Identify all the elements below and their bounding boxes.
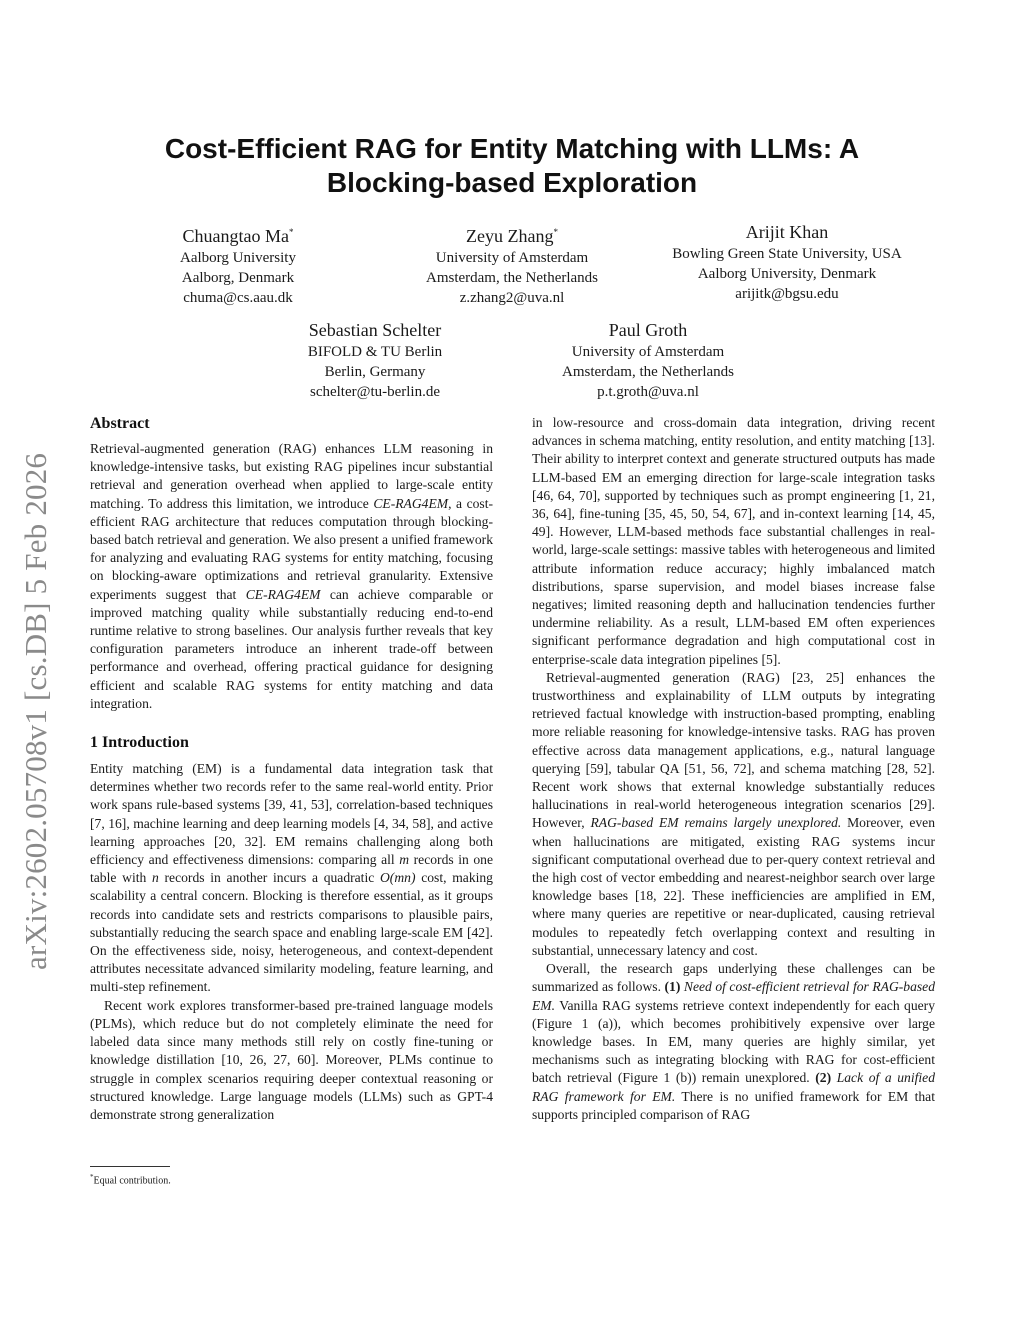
author-name: Chuangtao Ma [182,226,289,246]
author-block [402,220,622,308]
author-name: Paul Groth [608,320,688,340]
author-name: Sebastian Schelter [308,320,442,340]
author-location: Aalborg University, Denmark [697,266,877,282]
author-block [652,220,922,304]
left-column [90,414,493,1124]
footnote: *Equal contribution. [90,1173,171,1187]
section-heading-introduction: 1 Introduction [90,734,189,752]
author-email[interactable]: z.zhang2@uva.nl [459,290,565,306]
body-paragraph: Overall, the research gaps underlying these challenges can be summarized as follows. (1) Need of cost-efficient retrieval for RAG-based EM. Vanilla RAG systems retrieve context independently for each query (Figure 1 (a)), which becomes prohibitively expensive over large knowledge bases. In EM, many queries are highly similar, yet mechanisms such as integrating blocking with RAG for cost-efficient batch retrieval (Figure 1 (b)) remain unexplored. (2) Lack of a unified RAG framework for EM. There is no unified framework for EM that supports principled comparison of RAG [532,961,936,1122]
body-paragraph: in low-resource and cross-domain data integration, driving recent advances in schema matching, entity resolution, and entity matching [13]. Their ability to interpret context and generate structured outputs has made LLM-based EM an emerging direction for large-scale integration tasks [46, 64, 70], supported by techniques such as prompt engineering [1, 21, 36, 64], fine-tuning [35, 45, 50, 54, 67], and in-context learning [14, 45, 49]. However, LLM-based methods face substantial challenges in real-world, large-scale settings: massive tables with heterogeneous and limited attribute information reduce accuracy; highly imbalanced match distributions, sparse supervision, and model biases increase false negatives; limited reasoning depth and hallucination tendencies further undermine reliability. As a result, LLM-based EM often experiences significant performance degradation and high computational cost in enterprise-scale data integration pipelines [5]. [532,415,935,667]
equal-contribution-mark: * [553,227,558,237]
author-location: Berlin, Germany [324,364,426,380]
author-email[interactable]: schelter@tu-berlin.de [309,384,440,400]
author-email[interactable]: chuma@cs.aau.dk [183,290,293,306]
author-affiliation: Bowling Green State University, USA [672,246,902,262]
author-block [270,318,480,402]
right-column [532,414,935,1124]
system-name: CE-RAG4EM [373,495,449,511]
paper-title: Cost-Efficient RAG for Entity Matching with LLMs: A Blocking-based Exploration [164,133,860,198]
arxiv-identifier: arXiv:2602.05708v1 [cs.DB] 5 Feb 2026 [18,452,53,970]
equal-contribution-mark: * [288,227,294,237]
system-name: CE-RAG4EM [245,586,321,602]
author-location: Amsterdam, the Netherlands [561,364,735,380]
author-block [538,318,758,402]
author-location: Amsterdam, the Netherlands [425,270,599,286]
author-affiliation: University of Amsterdam [435,250,589,266]
author-affiliation: University of Amsterdam [571,344,725,360]
author-location: Aalborg, Denmark [181,270,295,286]
author-email[interactable]: arijitk@bgsu.edu [735,286,839,302]
author-name: Zeyu Zhang [466,226,554,246]
author-block [148,220,328,308]
abstract-paragraph: Retrieval-augmented generation (RAG) enhances LLM reasoning in knowledge-intensive tasks, but existing RAG pipelines incur substantial retrieval and generation overhead when applied to large-scale entity matching. To address this limitation, we introduce CE-RAG4EM, a cost-efficient RAG architecture that reduces computation through blocking-based batch retrieval and generation. We also present a unified framework for analyzing and evaluating RAG systems for entity matching, focusing on blocking-aware optimizations and retrieval granularity. Extensive experiments suggest that CE-RAG4EM can achieve comparable or improved matching quality while substantially reducing end-to-end runtime relative to strong baselines. Our analysis further reveals that key configuration parameters introduce an inherent trade-off between performance and overhead, offering practical guidance for designing efficient and scalable RAG systems for entity matching and data integration. [90,441,493,711]
body-paragraph: Recent work explores transformer-based pre-trained language models (PLMs), which reduce but do not completely eliminate the need for labeled data since many methods still rely on costly fine-tuning or knowledge distillation [10, 26, 27, 60]. Moreover, PLMs continue to struggle in complex scenarios requiring deeper contextual reasoning or structured knowledge. Large language models (LLMs) such as GPT-4 demonstrate strong generalization [90,997,493,1122]
body-paragraph: Entity matching (EM) is a fundamental data integration task that determines whether two records refer to the same real-world entity. Prior work spans rule-based systems [39, 41, 53], correlation-based techniques [7, 16], machine learning and deep learning models [4, 34, 58], and active learning approaches [20, 32]. EM remains challenging along both efficiency and effectiveness dimensions: comparing all m records in one table with n records in another incurs a quadratic O(mn) cost, making scalability a central concern. Blocking is therefore essential, as it groups records into candidate sets and restricts comparisons to plausible pairs, substantially reducing the search space and enabling large-scale EM [42]. On the effectiveness side, noisy, heterogeneous, and context-dependent attributes necessitate advanced similarity modeling, feature learning, and multi-step refinement. [90,761,493,995]
author-name: Arijit Khan [745,222,829,242]
footnote-rule [90,1166,170,1167]
abstract-heading: Abstract [90,415,150,432]
author-affiliation: BIFOLD & TU Berlin [307,344,443,360]
author-email[interactable]: p.t.groth@uva.nl [597,384,699,400]
author-affiliation: Aalborg University [180,250,296,266]
body-paragraph: Retrieval-augmented generation (RAG) [23, 25] enhances the trustworthiness and explainability of LLM outputs by integrating retrieved factual knowledge with instruction-based prompting, enabling more reliable reasoning for knowledge-intensive tasks. RAG has proven effective across data management applications, e.g., natural language querying [59], tabular QA [51, 56, 72], and schema matching [28, 52]. Recent work shows that external knowledge substantially reduces hallucinations in real-world heterogeneous integration scenarios [29]. However, RAG-based EM remains largely unexplored. Moreover, even when hallucinations are mitigated, existing RAG systems incur significant computational overhead due to per-query context retrieval and the high cost of vector embedding and nearest-neighbor search over large knowledge bases [18, 22]. These inefficiencies are amplified in EM, where many queries are repetitive or near-duplicated, causing retrieval modules to repeatedly fetch overlapping context and resulting in substantial, unnecessary latency and cost. [532,669,935,958]
